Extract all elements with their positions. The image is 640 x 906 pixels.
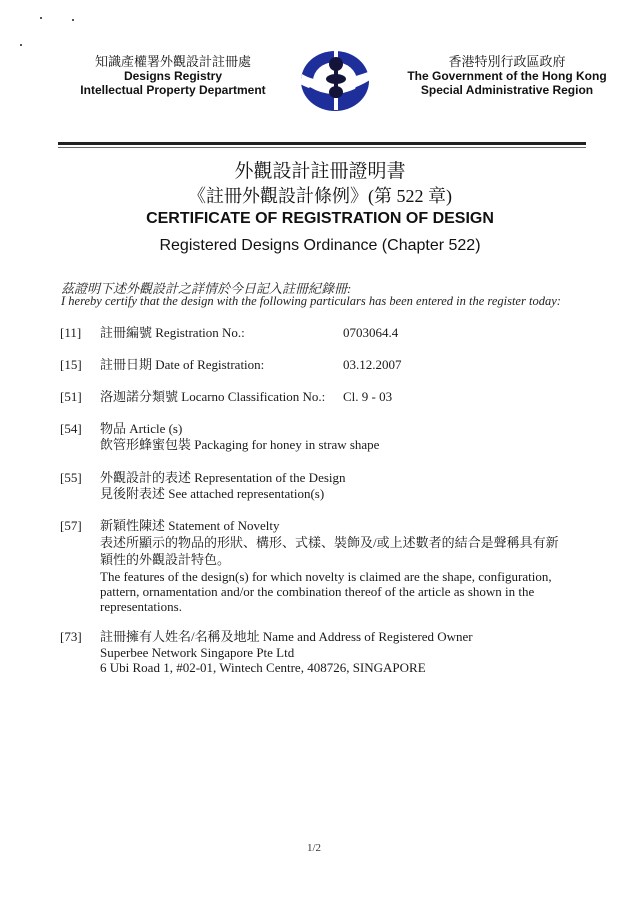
header-right <box>392 55 622 97</box>
header-rule-thick <box>58 142 586 145</box>
certify-zh: 茲證明下述外觀設計之詳情於今日記入註冊紀錄冊: <box>61 281 352 296</box>
locarno-classification: Cl. 9 - 03 <box>343 389 393 404</box>
owner-name: Superbee Network Singapore Pte Ltd <box>100 645 295 660</box>
item-label-owner: 註冊擁有人姓名/名稱及地址 Name and Address of Registered Owner <box>100 629 473 644</box>
header-right-line1: The Government of the Hong Kong <box>407 69 607 83</box>
scan-speck <box>40 17 42 19</box>
certificate-title: CERTIFICATE OF REGISTRATION OF DESIGN <box>146 210 494 227</box>
item-label-representation: 外觀設計的表述 Representation of the Design <box>100 470 346 485</box>
header-left-zh: 知識產權署外觀設計註冊處 <box>94 54 251 69</box>
item-code-representation: [55] <box>60 470 82 485</box>
novelty-zh-line-2: 穎性的外觀設計特色。 <box>100 552 231 567</box>
article-description: 飲管形蜂蜜包裝 Packaging for honey in straw shape <box>100 437 380 452</box>
page-number: 1/2 <box>306 842 322 854</box>
novelty-en-line-3: representations. <box>100 599 182 614</box>
ordinance-title: Registered Designs Ordinance (Chapter 522) <box>159 237 481 254</box>
item-label-reg-no: 註冊編號 Registration No.: <box>100 325 245 340</box>
owner-address: 6 Ubi Road 1, #02-01, Wintech Centre, 408726, SINGAPORE <box>100 660 426 675</box>
item-code-article: [54] <box>60 421 82 436</box>
item-label-locarno: 洛迦諾分類號 Locarno Classification No.: <box>100 389 326 404</box>
hksar-emblem-icon <box>294 44 376 116</box>
novelty-en-line-2: pattern, ornamentation and/or the combination thereof of the article as shown in the <box>100 584 535 599</box>
header-left <box>68 55 278 97</box>
certify-en: I hereby certify that the design with the following particulars has been entered in the register today: <box>61 294 561 308</box>
scan-speck <box>72 19 74 21</box>
item-label-novelty: 新穎性陳述 Statement of Novelty <box>100 518 280 533</box>
scan-speck <box>20 44 22 46</box>
item-code-reg-date: [15] <box>60 357 82 372</box>
header-rule-thin <box>58 147 586 148</box>
item-code-reg-no: [11] <box>60 325 82 340</box>
title-zh-1: 外觀設計註冊證明書 <box>234 161 406 182</box>
registration-date: 03.12.2007 <box>343 357 402 372</box>
item-code-novelty: [57] <box>60 518 82 533</box>
novelty-zh-line-1: 表述所顯示的物品的形狀、構形、式樣、裝飾及/或上述數者的結合是聲稱具有新 <box>100 535 559 550</box>
representation-note: 見後附表述 See attached representation(s) <box>100 486 325 501</box>
header-right-line2: Special Administrative Region <box>420 83 594 97</box>
header-left-line1: Designs Registry <box>123 69 223 83</box>
registration-number: 0703064.4 <box>343 325 399 340</box>
item-label-article: 物品 Article (s) <box>100 421 183 436</box>
novelty-en-line-1: The features of the design(s) for which novelty is claimed are the shape, configuration, <box>100 569 552 584</box>
item-code-owner: [73] <box>60 629 82 644</box>
header-right-zh: 香港特別行政區政府 <box>448 54 566 69</box>
title-zh-2: 《註冊外觀設計條例》(第 522 章) <box>188 186 452 206</box>
item-label-reg-date: 註冊日期 Date of Registration: <box>100 357 265 372</box>
header-left-line2: Intellectual Property Department <box>80 83 266 97</box>
item-code-locarno: [51] <box>60 389 82 404</box>
